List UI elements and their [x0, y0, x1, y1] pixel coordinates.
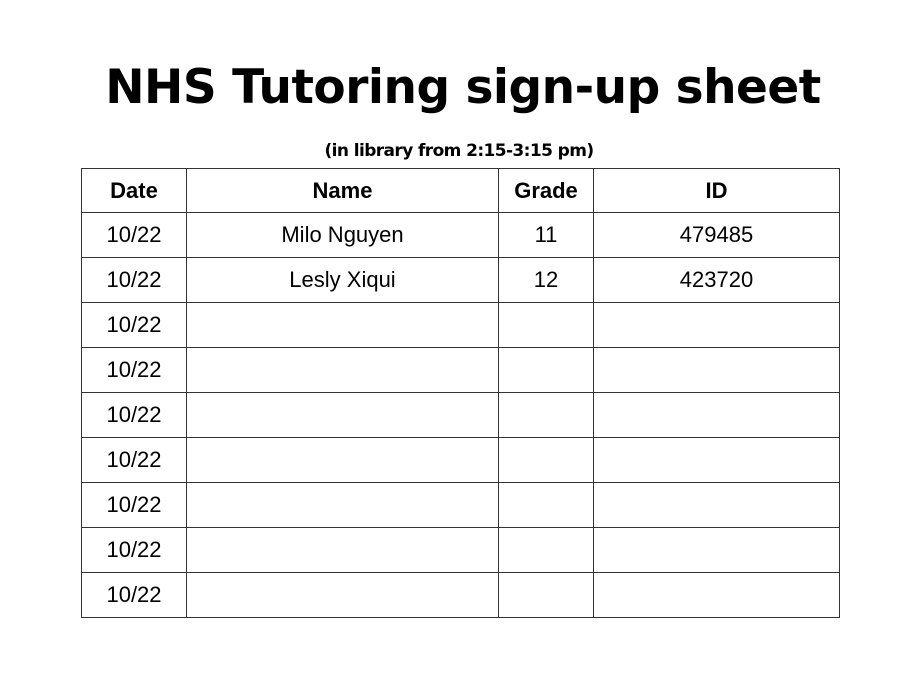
- cell-date: 10/22: [82, 573, 187, 618]
- cell-grade: 12: [499, 258, 594, 303]
- cell-name: Lesly Xiqui: [187, 258, 499, 303]
- cell-grade: [499, 348, 594, 393]
- cell-date: 10/22: [82, 213, 187, 258]
- cell-grade: [499, 303, 594, 348]
- cell-id: [594, 528, 840, 573]
- cell-name: [187, 348, 499, 393]
- cell-name: [187, 303, 499, 348]
- cell-grade: [499, 573, 594, 618]
- table-row: [82, 573, 840, 618]
- cell-name: Milo Nguyen: [187, 213, 499, 258]
- cell-id: [594, 438, 840, 483]
- cell-date: 10/22: [82, 483, 187, 528]
- header-name: Name: [187, 169, 499, 213]
- table-header-row: [82, 169, 840, 213]
- cell-grade: [499, 528, 594, 573]
- table-row: [82, 483, 840, 528]
- cell-name: [187, 438, 499, 483]
- header-date: Date: [82, 169, 187, 213]
- cell-date: 10/22: [82, 348, 187, 393]
- cell-id: 423720: [594, 258, 840, 303]
- cell-id: [594, 348, 840, 393]
- table-row: [82, 528, 840, 573]
- cell-grade: [499, 483, 594, 528]
- cell-name: [187, 573, 499, 618]
- cell-grade: [499, 393, 594, 438]
- cell-grade: [499, 438, 594, 483]
- header-id: ID: [594, 169, 840, 213]
- cell-date: 10/22: [82, 438, 187, 483]
- table-row: [82, 303, 840, 348]
- page-title: NHS Tutoring sign-up sheet: [105, 60, 821, 115]
- table-row: [82, 348, 840, 393]
- table-row: [82, 213, 840, 258]
- cell-date: 10/22: [82, 528, 187, 573]
- cell-name: [187, 528, 499, 573]
- cell-date: 10/22: [82, 393, 187, 438]
- cell-name: [187, 393, 499, 438]
- header-grade: Grade: [499, 169, 594, 213]
- table-row: [82, 438, 840, 483]
- cell-id: [594, 303, 840, 348]
- cell-id: 479485: [594, 213, 840, 258]
- cell-id: [594, 573, 840, 618]
- cell-date: 10/22: [82, 303, 187, 348]
- signup-table: [81, 168, 840, 618]
- cell-date: 10/22: [82, 258, 187, 303]
- table-row: [82, 258, 840, 303]
- cell-id: [594, 393, 840, 438]
- page-subtitle: (in library from 2:15-3:15 pm): [324, 141, 594, 161]
- cell-id: [594, 483, 840, 528]
- table-row: [82, 393, 840, 438]
- cell-name: [187, 483, 499, 528]
- cell-grade: 11: [499, 213, 594, 258]
